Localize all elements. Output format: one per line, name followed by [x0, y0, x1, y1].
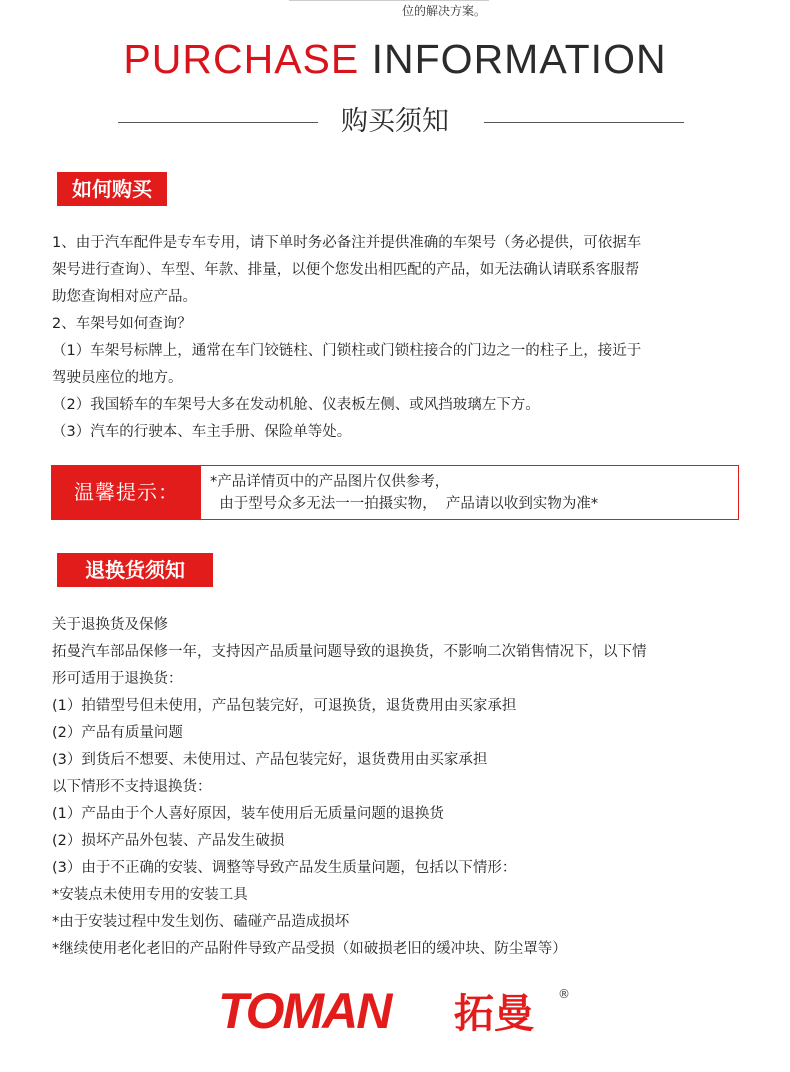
toman-logo-wordmark — [218, 984, 570, 1034]
how-to-buy-line: 助您查询相对应产品。 — [52, 289, 197, 305]
returns-line: *安装点未使用专用的安装工具 — [52, 887, 248, 903]
returns-line: 以下情形不支持退换货： — [52, 779, 212, 795]
returns-text — [52, 612, 742, 963]
returns-line: (1）拍错型号但未使用，产品包装完好，可退换货，退货费用由买家承担 — [52, 698, 517, 714]
how-to-buy-line: （1）车架号标牌上，通常在车门铰链柱、门锁柱或门锁柱接合的门边之一的柱子上，接近于 — [52, 343, 642, 359]
warm-tip-line: 由于型号众多无法一一拍摄实物， 产品请以收到实物为准* — [210, 496, 599, 512]
returns-line: *继续使用老化老旧的产品附件导致产品受损（如破损老旧的缓冲块、防尘罩等） — [52, 941, 567, 957]
registered-mark: ® — [558, 987, 570, 1001]
returns-line: (2）损坏产品外包装、产品发生破损 — [52, 833, 285, 849]
subtitle: 购买须知 — [341, 106, 449, 137]
how-to-buy-line: 架号进行查询）、车型、年款、排量，以便个您发出相匹配的产品，如无法确认请联系客服帮 — [52, 262, 640, 278]
how-to-buy-line: （2）我国轿车的车架号大多在发动机舱、仪表板左侧、或风挡玻璃左下方。 — [52, 397, 540, 413]
returns-line: (3）到货后不想要、未使用过、产品包装完好，退货费用由买家承担 — [52, 752, 488, 768]
warm-tip-line: *产品详情页中的产品图片仅供参考， — [210, 474, 450, 490]
subtitle-row — [0, 104, 790, 140]
top-divider — [289, 0, 489, 1]
purchase-information-heading — [0, 36, 790, 82]
returns-line: (1）产品由于个人喜好原因，装车使用后无质量问题的退换货 — [52, 806, 444, 822]
how-to-buy-line: 1、由于汽车配件是专车专用，请下单时务必备注并提供准确的车架号（务必提供，可依据车 — [52, 235, 642, 251]
subtitle-right-rule — [484, 122, 684, 123]
how-to-buy-line: （3）汽车的行驶本、车主手册、保险单等处。 — [52, 424, 352, 440]
returns-line: 关于退换货及保修 — [52, 617, 168, 633]
how-to-buy-line: 2、车架号如何查询？ — [52, 316, 192, 332]
returns-line: (3）由于不正确的安装、调整等导致产品发生质量问题，包括以下情形： — [52, 860, 517, 876]
how-to-buy-text — [52, 230, 742, 446]
warm-tip-text — [210, 471, 598, 515]
warm-tip-label: 温馨提示： — [52, 466, 201, 519]
returns-line: *由于安装过程中发生划伤、磕碰产品造成损坏 — [52, 914, 350, 930]
heading-red-word: PURCHASE — [123, 36, 360, 82]
logo-chinese-text: 拓曼 — [454, 991, 534, 1034]
returns-line: 拓曼汽车部品保修一年，支持因产品质量问题导致的退换货，不影响二次销售情况下，以下情 — [52, 644, 647, 660]
returns-line: 形可适用于退换货： — [52, 671, 183, 687]
returns-tag: 退换货须知 — [57, 553, 213, 587]
toman-logo — [218, 984, 578, 1034]
how-to-buy-tag: 如何购买 — [57, 172, 167, 206]
how-to-buy-line: 驾驶员座位的地方。 — [52, 370, 183, 386]
heading-dark-word: INFORMATION — [371, 36, 667, 82]
returns-line: (2）产品有质量问题 — [52, 725, 183, 741]
warm-tip-box — [51, 465, 739, 520]
top-text-fragment: 位的解决方案。 — [402, 4, 487, 18]
logo-latin-text: TOMAN — [218, 984, 391, 1034]
